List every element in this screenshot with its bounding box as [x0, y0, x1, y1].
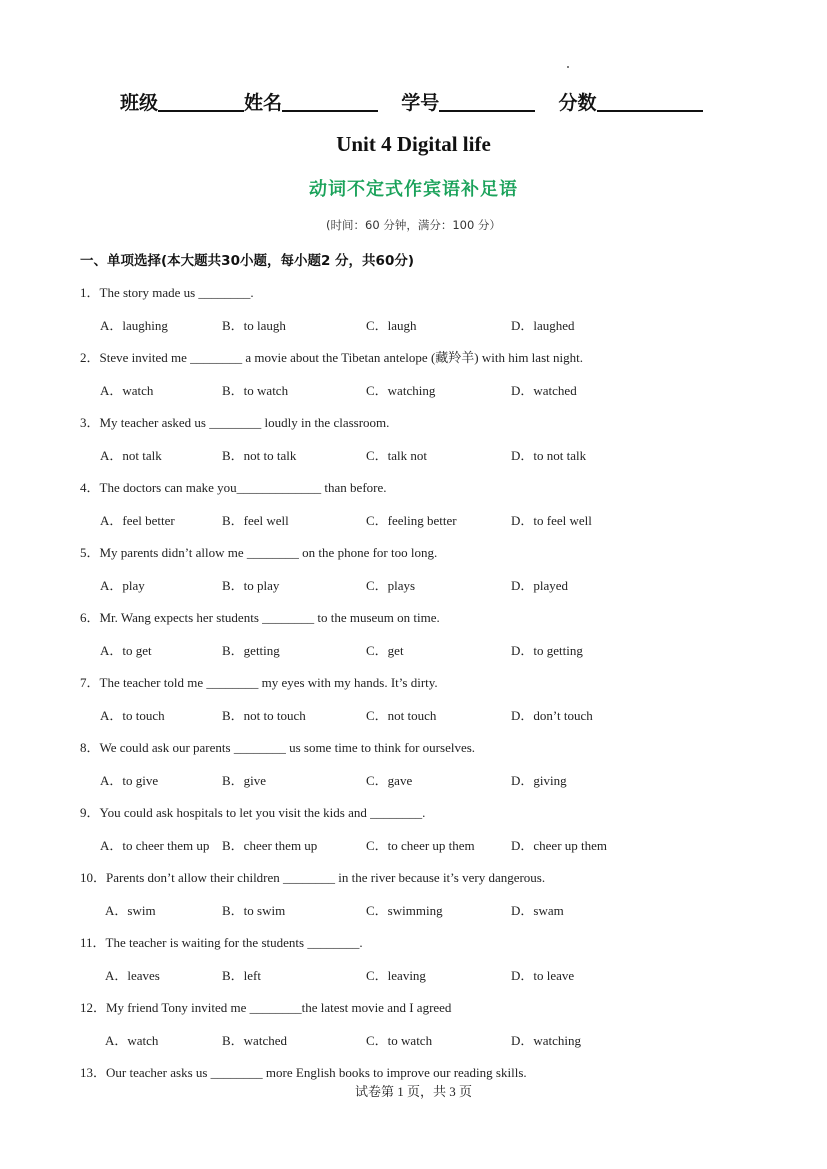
answer-option: C．leaving — [366, 968, 426, 983]
answer-option: A．laughing — [100, 318, 168, 333]
answer-option: C．get — [366, 643, 404, 658]
answer-option: A．not talk — [100, 448, 162, 463]
question-stem: 10．Parents don’t allow their children ________ in the river because it’s very dangerous. — [80, 870, 546, 885]
question-stem: 12．My friend Tony invited me ________the latest movie and I agreed — [80, 1000, 452, 1015]
answer-option: D．played — [511, 578, 569, 593]
answer-option: D．to feel well — [511, 513, 592, 528]
answer-option: C．gave — [366, 773, 413, 788]
answer-option: B．not to talk — [222, 448, 297, 463]
answer-option: B．watched — [222, 1033, 287, 1048]
name-label: 姓名 — [244, 92, 283, 114]
document-title: Unit 4 Digital life — [336, 132, 491, 156]
answer-option: B．getting — [222, 643, 280, 658]
score-blank — [597, 90, 703, 112]
id-blank — [439, 90, 535, 112]
answer-option: B．not to touch — [222, 708, 306, 723]
answer-option: B．to laugh — [222, 318, 286, 333]
question-stem: 4．The doctors can make you_____________ than before. — [80, 480, 387, 495]
question-stem: 2．Steve invited me ________ a movie about the Tibetan antelope (藏羚羊) with him last night. — [80, 350, 583, 365]
question-stem: 5．My parents didn’t allow me ________ on the phone for too long. — [80, 545, 438, 560]
answer-option: A．leaves — [105, 968, 160, 983]
answer-option: D．to leave — [511, 968, 575, 983]
answer-option: B．to play — [222, 578, 280, 593]
answer-option: D．giving — [511, 773, 567, 788]
question-stem: 7．The teacher told me ________ my eyes with my hands. It’s dirty. — [80, 675, 438, 690]
class-label: 班级 — [120, 92, 159, 114]
answer-option: C．watching — [366, 383, 436, 398]
name-blank — [282, 90, 378, 112]
answer-option: C．not touch — [366, 708, 437, 723]
answer-option: A．to touch — [100, 708, 165, 723]
section-title: 一、单项选择(本大题共30小题，每小题2 分，共60分) — [80, 253, 415, 269]
answer-option: B．feel well — [222, 513, 289, 528]
answer-option: A．watch — [100, 383, 154, 398]
question-stem: 1．The story made us ________. — [80, 285, 254, 300]
question-stem: 6．Mr. Wang expects her students ________ to the museum on time. — [80, 610, 440, 625]
answer-option: D．watched — [511, 383, 577, 398]
stray-dot — [567, 66, 569, 68]
answer-option: C．talk not — [366, 448, 428, 463]
answer-option: C．plays — [366, 578, 416, 593]
answer-option: D．watching — [511, 1033, 582, 1048]
question-stem: 3．My teacher asked us ________ loudly in the classroom. — [80, 415, 390, 430]
answer-option: A．to cheer them up — [100, 838, 210, 853]
question-stem: 8．We could ask our parents ________ us some time to think for ourselves. — [80, 740, 476, 755]
answer-option: D．swam — [511, 903, 564, 918]
answer-option: C．to cheer up them — [366, 838, 475, 853]
answer-option: D．don’t touch — [511, 708, 593, 723]
answer-option: B．left — [222, 968, 261, 983]
answer-option: D．to not talk — [511, 448, 587, 463]
question-stem: 13．Our teacher asks us ________ more English books to improve our reading skills. — [80, 1065, 527, 1080]
class-blank — [158, 90, 244, 112]
answer-option: A．watch — [105, 1033, 159, 1048]
answer-option: A．play — [100, 578, 145, 593]
answer-option: A．to give — [100, 773, 159, 788]
document-subtitle: 动词不定式作宾语补足语 — [309, 179, 518, 200]
question-stem: 11．The teacher is waiting for the students ________. — [80, 935, 363, 950]
answer-option: A．feel better — [100, 513, 175, 528]
answer-option: B．give — [222, 773, 267, 788]
question-stem: 9．You could ask hospitals to let you visit the kids and ________. — [80, 805, 426, 820]
answer-option: A．to get — [100, 643, 152, 658]
answer-option: B．to watch — [222, 383, 289, 398]
student-info-line — [120, 88, 703, 114]
answer-option: D．cheer up them — [511, 838, 608, 853]
page-footer: 试卷第 1 页，共 3 页 — [354, 1084, 472, 1099]
answer-option: D．to getting — [511, 643, 583, 658]
time-info: (时间：60 分钟，满分：100 分） — [326, 218, 501, 232]
answer-option: C．to watch — [366, 1033, 433, 1048]
answer-option: C．swimming — [366, 903, 443, 918]
answer-option: A．swim — [105, 903, 156, 918]
answer-option: D．laughed — [511, 318, 575, 333]
answer-option: C．laugh — [366, 318, 417, 333]
answer-option: B．cheer them up — [222, 838, 318, 853]
answer-option: C．feeling better — [366, 513, 457, 528]
id-label: 学号 — [401, 92, 440, 114]
answer-option: B．to swim — [222, 903, 286, 918]
score-label: 分数 — [558, 92, 597, 114]
